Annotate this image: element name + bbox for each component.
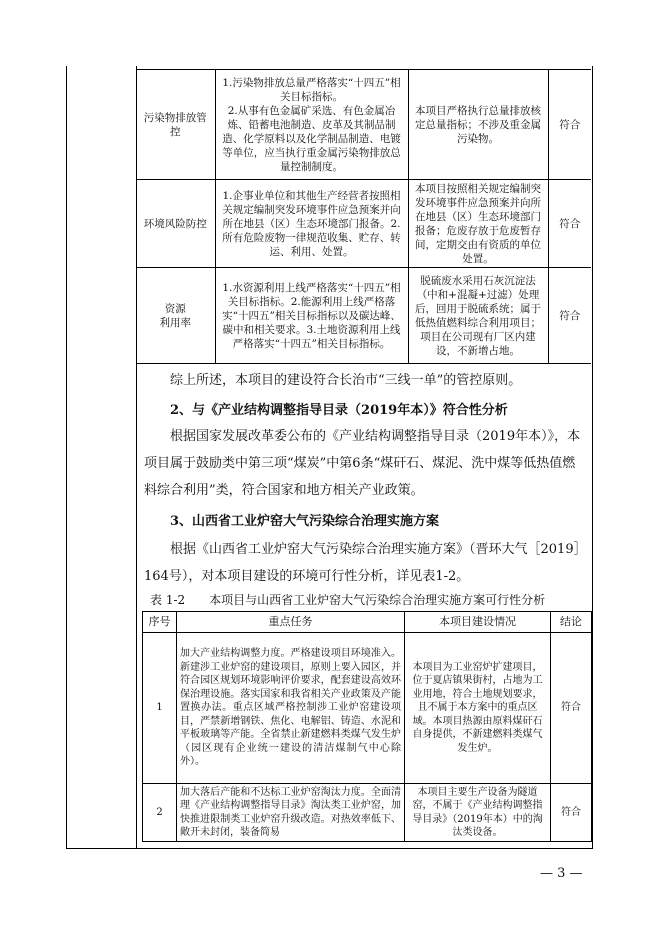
table-cell-requirement: 1.污染物排放总量严格落实“十四五”相关目标指标。 2.从事有色金属矿采选、有色金属冶炼、铅蓄电池制造、皮革及其制品制造、化学原料以及化学制品制造、电镀等单位，应当执行重金属污染物排放总量控制制度。 (215, 70, 408, 180)
summary-text: 综上所述，本项目的建设符合长治市“三线一单”的管控原则。 (170, 373, 522, 388)
header-no: 序号 (143, 612, 177, 633)
table-cell-task: 加大产业结构调整力度。严格建设项目环境准入。新建涉工业炉窑的建设项目，原则上要入园区，并符合园区规划环境影响评价要求，配套建设高效环保治理设施。落实国家和我省相关产业政策及产能置换办法。重点区域严格控制涉工业炉窑建设项目，严禁新增钢铁、焦化、电解铝、铸造、水泥和平板玻璃等产能。全省禁止新建燃料类煤气发生炉（园区现有企业统一建设的清洁煤制气中心除外）。 (177, 633, 405, 784)
table-cell-status: 脱硫废水采用石灰沉淀法（中和+混凝+过滤）处理后，回用于脱硫系统；属于低热值燃料综合利用项目；项目在公司现有厂区内建设，不新增占地。 (408, 268, 548, 364)
table-cell-task: 加大落后产能和不达标工业炉窑淘汰力度。全面清理《产业结构调整指导目录》淘汰类工业炉窑，加快推进限制类工业炉窑升级改造。对热效率低下、敞开未封闭，装备简易 (177, 784, 405, 842)
kiln-plan-table (142, 611, 592, 842)
table-cell-conclusion: 符合 (548, 268, 591, 364)
header-status: 本项目建设情况 (405, 612, 551, 633)
table-row (136, 268, 591, 364)
table-cell-status: 本项目为工业窑炉扩建项目，位于夏店镇果街村，占地为工业用地，符合土地规划要求，且不属于本方案中的重点区域。本项目热源由原料煤矸石自身提供，不新建燃料类煤气发生炉。 (405, 633, 551, 784)
three-lines-table (136, 69, 591, 364)
table-row (143, 784, 592, 842)
header-conclusion: 结论 (551, 612, 592, 633)
table-row (143, 633, 592, 784)
page-number: — 3 — (540, 866, 583, 881)
section-3-heading: 3、山西省工业炉窑大气污染综合治理实施方案 (170, 514, 440, 529)
table-cell-category: 资源 利用率 (136, 268, 215, 364)
table-cell-conclusion: 符合 (551, 633, 592, 784)
table-cell-requirement: 1.水资源利用上线严格落实“十四五”相关目标指标。2.能源利用上线严格落实“十四五”相关目标指标以及碳达峰、碳中和相关要求。3.土地资源利用上线严格落实“十四五”相关目标指标。 (215, 268, 408, 364)
table-row (136, 180, 591, 268)
table-cell-status: 本项目按照相关规定编制突发环境事件应急预案并向所在地县（区）生态环境部门报备；危废存放于危废暂存间，定期交由有资质的单位处置。 (408, 180, 548, 268)
table-cell-no: 1 (143, 633, 177, 784)
table-cell-status: 本项目严格执行总量排放核定总量指标；不涉及重金属污染物。 (408, 70, 548, 180)
table-row (136, 70, 591, 180)
section-2-body: 根据国家发展改革委公布的《产业结构调整指导目录（2019年本）》，本项目属于鼓励类中第三项“煤炭”中第6条“煤矸石、煤泥、洗中煤等低热值燃料综合利用”类，符合国家和地方相关产业政策。 (144, 429, 581, 498)
table-cell-category: 污染物排放管控 (136, 70, 215, 180)
table-cell-category: 环境风险防控 (136, 180, 215, 268)
table-cell-no: 2 (143, 784, 177, 842)
table-caption: 表 1-2 本项目与山西省工业炉窑大气污染综合治理实施方案可行性分析 (150, 593, 546, 607)
header-task: 重点任务 (177, 612, 405, 633)
table-cell-conclusion: 符合 (551, 784, 592, 842)
table-cell-conclusion: 符合 (548, 180, 591, 268)
table-cell-requirement: 1.企事业单位和其他生产经营者按照相关规定编制突发环境事件应急预案并向所在地县（区）生态环境部门报备。2.所有危险废物一律规范收集、贮存、转运、利用、处置。 (215, 180, 408, 268)
section-3-body: 根据《山西省工业炉窑大气污染综合治理实施方案》（晋环大气［2019］164号），对本项目建设的环境可行性分析，详见表1-2。 (144, 542, 581, 584)
table-cell-conclusion: 符合 (548, 70, 591, 180)
table-cell-status: 本项目主要生产设备为隧道窑，不属于《产业结构调整指导目录》（2019年本）中的淘汰类设备。 (405, 784, 551, 842)
section-2-heading: 2、与《产业结构调整指导目录（2019年本）》符合性分析 (170, 403, 508, 418)
table-header-row (143, 612, 592, 633)
